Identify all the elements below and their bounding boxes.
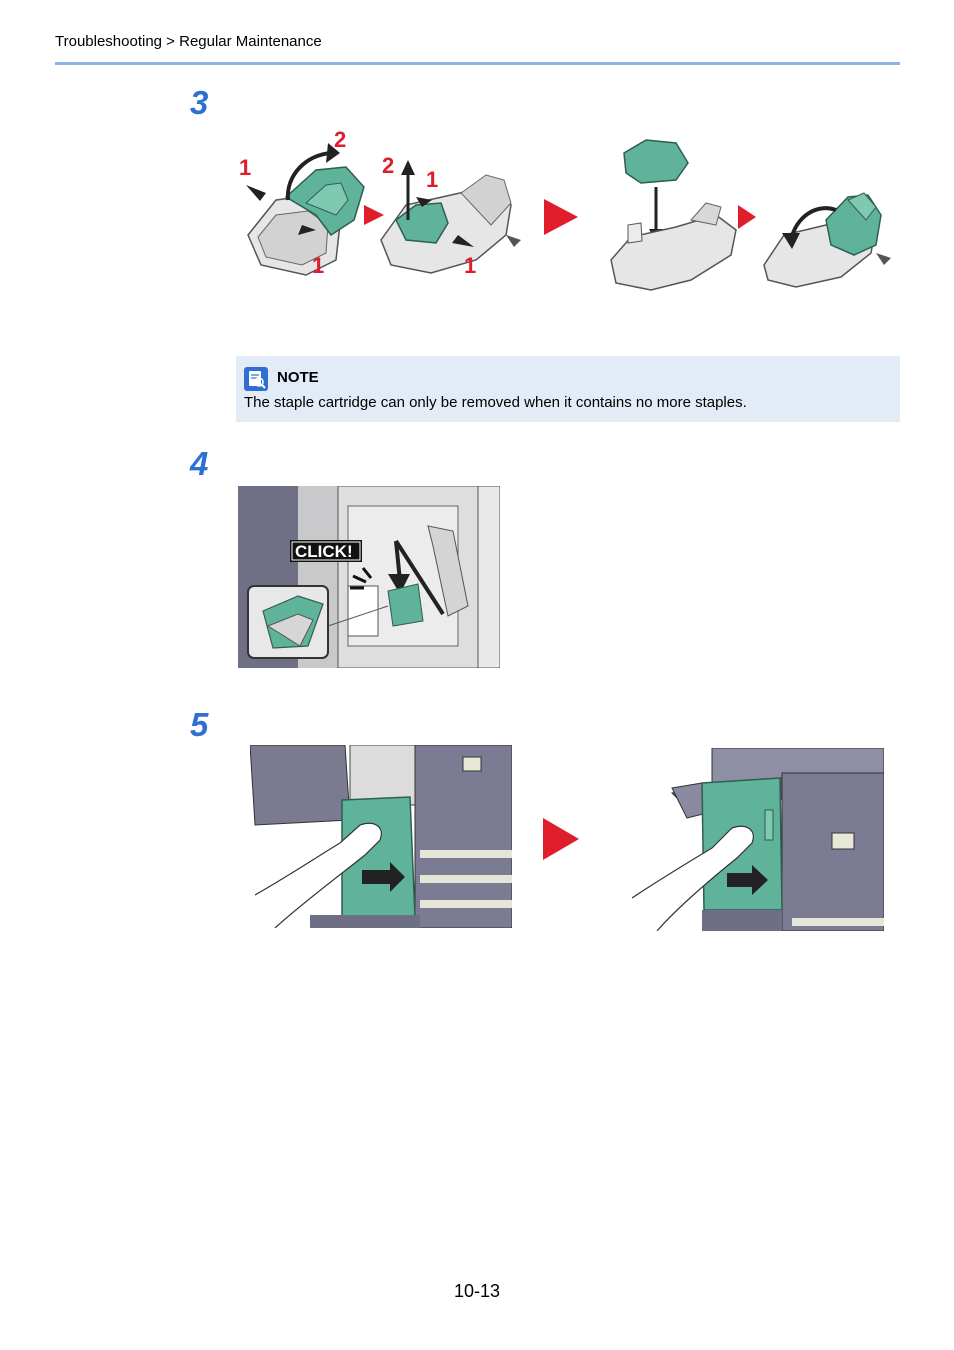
step-arrow-4 — [543, 818, 579, 860]
step5-illustration-closed — [632, 748, 884, 931]
stapler-open-image — [246, 143, 364, 275]
callout-2b: 2 — [382, 153, 395, 178]
note-box — [236, 356, 900, 422]
callout-1c: 1 — [426, 167, 439, 192]
note-title: NOTE — [277, 369, 319, 386]
step-arrow-3 — [738, 205, 756, 229]
note-icon — [244, 367, 268, 391]
callout-1: 1 — [239, 155, 252, 180]
header-rule — [55, 62, 900, 65]
step3-illustration — [236, 125, 896, 300]
step-arrow-2 — [544, 199, 578, 235]
step5-illustration-open — [250, 745, 512, 928]
stapler-close-image — [764, 193, 891, 287]
step-number-4: 4 — [190, 445, 209, 482]
step-number-3: 3 — [190, 84, 209, 121]
step-arrow-1 — [364, 205, 384, 225]
callout-1d: 1 — [464, 253, 477, 278]
cartridge-insert-image — [611, 140, 736, 290]
page-number: 10-13 — [453, 1281, 501, 1301]
step-number-5: 5 — [190, 706, 209, 743]
callout-1b: 1 — [312, 253, 325, 278]
callout-2: 2 — [334, 127, 347, 152]
click-label: CLICK! — [295, 542, 353, 561]
breadcrumb: Troubleshooting > Regular Maintenance — [55, 33, 322, 50]
step4-illustration — [238, 486, 500, 668]
note-text: The staple cartridge can only be removed when it contains no more staples. — [244, 394, 747, 411]
stapler-lift-image — [381, 160, 521, 273]
